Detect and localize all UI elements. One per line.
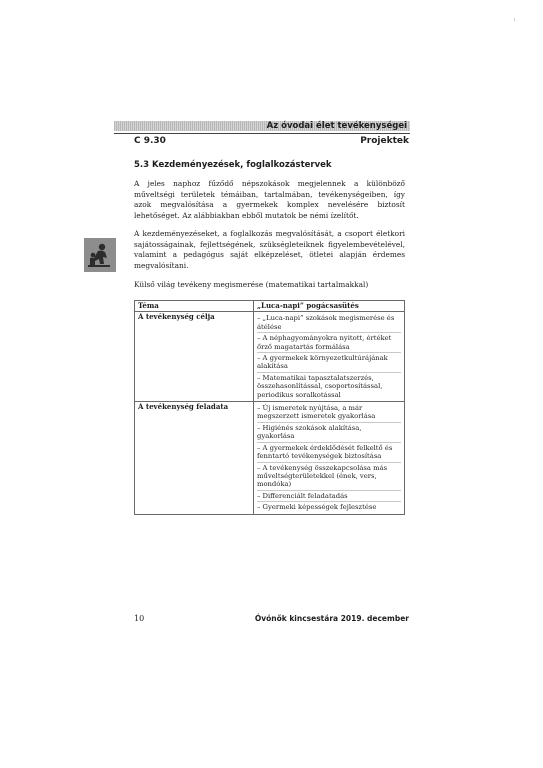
subsection-heading: 5.3 Kezdeményezések, foglalkozástervek [134,160,332,170]
paragraph-activity-caption: Külső világ tevékeny megismerése (matematikai tartalmakkal) [134,280,369,289]
list-item: – „Luca-napi” szokások megismerése és átélése [257,313,401,333]
table-header-topic: Téma [135,301,254,312]
chapter-banner: Az óvodai élet tevékenységei [114,121,410,131]
header-rule [114,133,410,134]
list-item: – A néphagyományokra nyitott, értéket őrző magatartás formálása [257,333,401,353]
activity-table [134,300,405,515]
table-row [135,312,405,402]
list-item: – A gyermekek környezetkultúrájának alakítása [257,353,401,373]
list-item: – Higiénés szokások alakítása, gyakorlása [257,423,401,443]
scan-mark [514,18,515,21]
chapter-code: C 9.30 [134,136,166,146]
paragraph-initiatives: A kezdeményezéseket, a foglalkozás megvalósítását, a csoport életkori sajátosságainak, fejlettségének, szükségleteiknek figyelembevételével, valamint a pedagógus saját elképzeléset, ötletei alapján érdemes megvalósítani. [134,229,405,270]
section-title: Projektek [360,136,409,146]
children-activity-icon [84,238,116,272]
row-label-task: A tevékenység feladata [135,402,254,514]
list-item: – Differenciált feladatadás [257,491,401,502]
list-item: – Gyermeki képességek fejlesztése [257,503,377,512]
publication-title: Óvónők kincsestára 2019. december [254,614,409,623]
row-label-goal: A tevékenység célja [135,312,254,402]
paragraph-intro: A jeles naphoz fűződő népszokások megjelennek a különböző műveltségi területek témáiban, tartalmában, tevékenységeiben, így azok megvalósítása a gyermekek komplex nevelésére biztosít lehetőséget. Az alábbiakban ebből mutatok be némi ízelítőt. [134,179,405,220]
list-item: – Matematikai tapasztalatszerzés, összehasonlítással, csoportosítással, periodikus soralkotással [257,373,383,399]
row-items-task [254,402,405,514]
list-item: – Új ismeretek nyújtása, a már megszerzett ismeretek gyakorlása [257,403,401,423]
list-item: – A gyermekek érdeklődését felkeltő és fenntartó tevékenységek biztosítása [257,443,401,463]
list-item: – A tevékenység összekapcsolása más műveltségterületekkel (ének, vers, mondóka) [257,463,401,491]
table-header-row [135,301,405,312]
row-items-goal [254,312,405,402]
table-row [135,402,405,514]
page-number: 10 [134,614,145,623]
table-header-title: „Luca-napi” pogácsasütés [254,301,405,312]
